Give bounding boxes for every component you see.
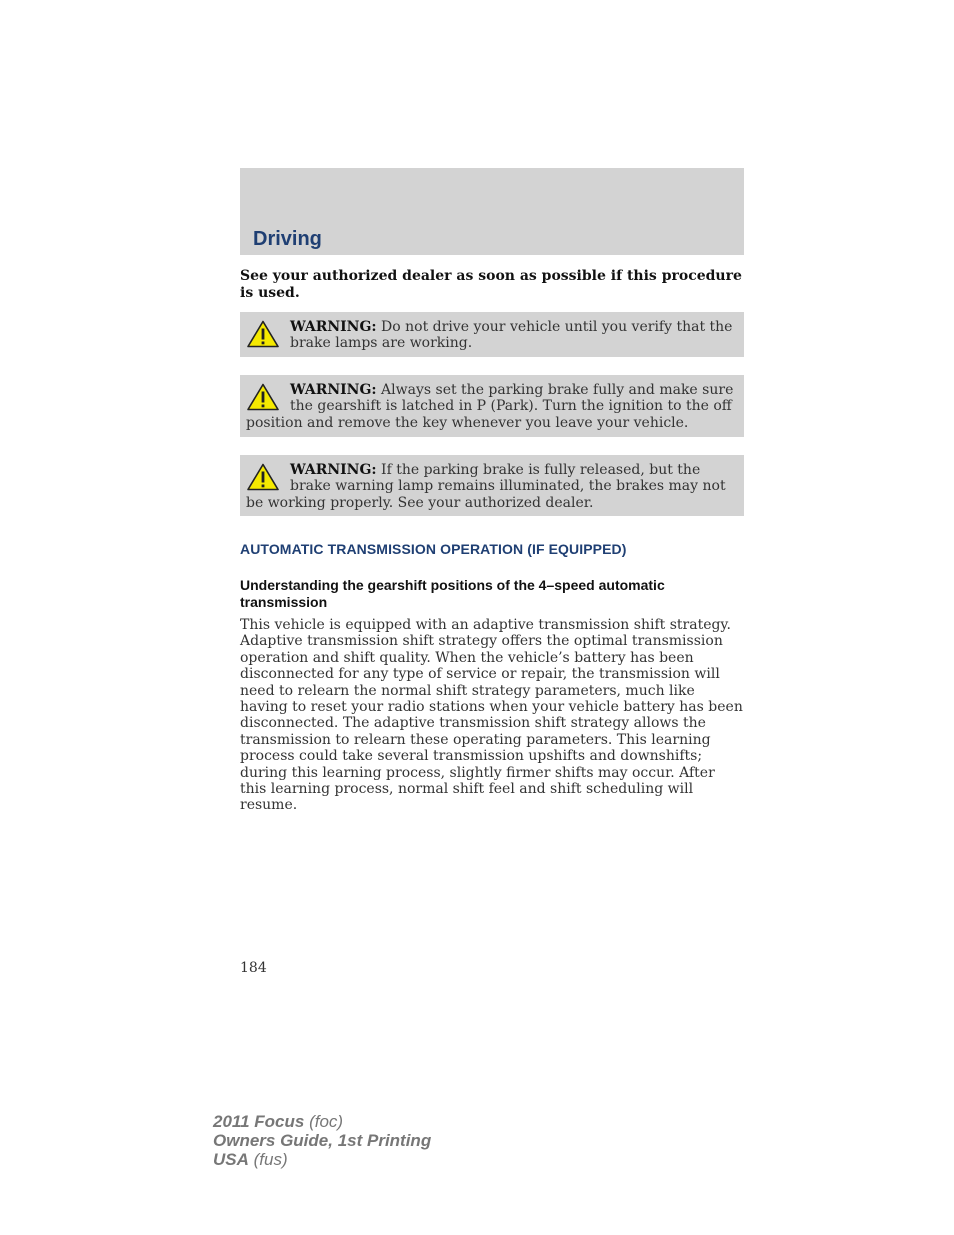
warning-text: If the parking brake is fully released, but the brake warning lamp remains illuminated, the brakes may not be working properly. See your authorized dealer. [246, 462, 726, 511]
body-paragraph: This vehicle is equipped with an adaptive transmission shift strategy. Adaptive transmission shift strategy offers the optimal transmission operation and shift quality. When the vehicle’s battery has been disconnected for any type of service or repair, the transmission will need to relearn the normal shift strategy parameters, much like having to reset your radio stations when your vehicle battery has been disconnected. The adaptive transmission shift strategy allows the transmission to relearn these operating parameters. This learning process could take several transmission upshifts and downshifts; during this learning process, slightly firmer shifts may occur. After this learning process, normal shift feel and shift scheduling will resume. [240, 617, 743, 814]
footer-line-2: Owners Guide, 1st Printing [213, 1131, 432, 1150]
intro-paragraph: See your authorized dealer as soon as possible if this procedure is used. [240, 268, 742, 301]
warning-triangle-icon [247, 463, 279, 491]
footer-line-1: 2011 Focus (foc) [213, 1112, 344, 1131]
warning-triangle-icon [247, 383, 279, 411]
section-heading: AUTOMATIC TRANSMISSION OPERATION (IF EQUIPPED) [240, 541, 627, 557]
warning-label: WARNING: [290, 462, 377, 478]
section-title: Driving [253, 228, 322, 250]
warning-label: WARNING: [290, 319, 377, 335]
sub-heading: Understanding the gearshift positions of the 4–speed automatic transmission [240, 577, 665, 610]
warning-box-1 [240, 312, 744, 357]
warning-triangle-icon [247, 320, 279, 348]
warning-text: Always set the parking brake fully and make sure the gearshift is latched in P (Park). Turn the ignition to the off position and remove the key whenever you leave your vehicle. [246, 382, 734, 431]
warning-text: Do not drive your vehicle until you verify that the brake lamps are working. [290, 319, 733, 352]
warning-label: WARNING: [290, 382, 377, 398]
footer-line-3: USA (fus) [213, 1150, 288, 1169]
warning-box-3 [240, 455, 744, 516]
warning-box-2 [240, 375, 744, 437]
page-number: 184 [240, 960, 267, 976]
section-header-band [240, 168, 744, 255]
footer-imprint [213, 1112, 431, 1169]
